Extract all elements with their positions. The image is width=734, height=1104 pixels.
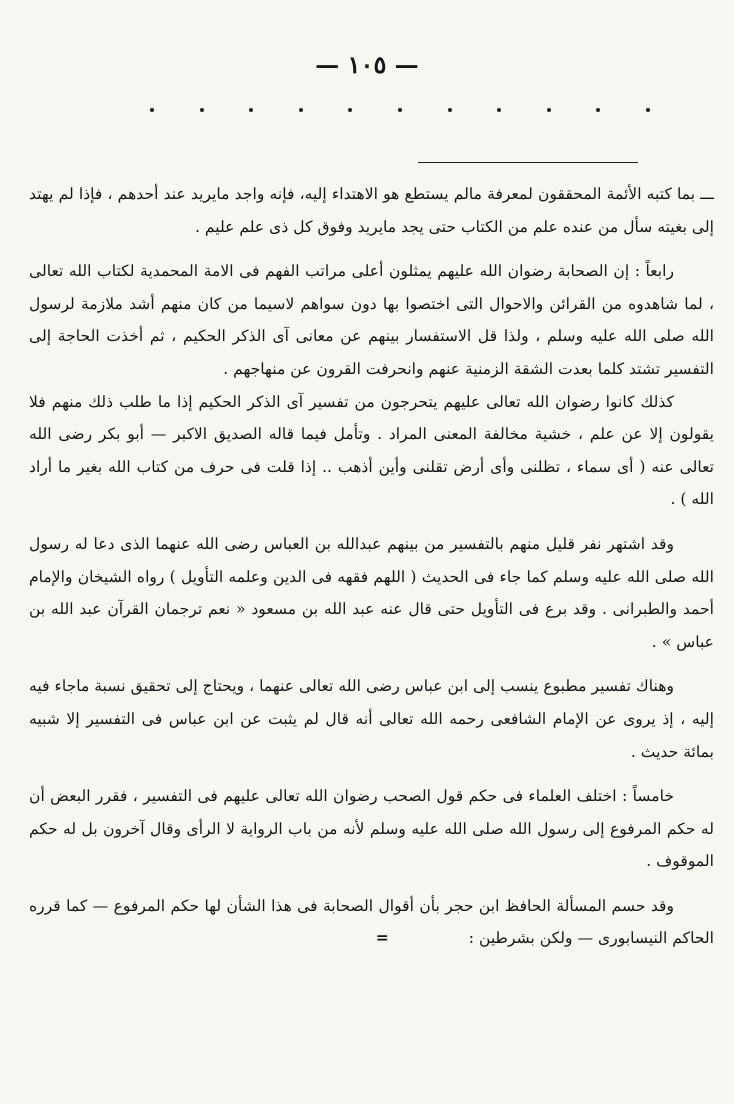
paragraph-printed-tafsir: وهناك تفسير مطبوع ينسب إلى ابن عباس رضى الله تعالى عنهما ، ويحتاج إلى تحقيق نسبة ماجاء فيه إليه ، إذ يروى عن الإمام الشافعى رحمه الله تعالى أنه قال لم يثبت عن ابن عباس فى التفسير إلا شبيه بمائة حديث . xyxy=(29,677,714,761)
separator-dot xyxy=(497,108,501,112)
footnote-rule xyxy=(418,162,638,163)
separator-dot xyxy=(249,108,253,112)
separator-dot xyxy=(398,108,402,112)
page-number: — ١٠٥ — xyxy=(315,50,419,79)
paragraph-fourth-point: رابعاً : إن الصحابة رضوان الله عليهم يمثلون أعلى مراتب الفهم فى الامة المحمدية لكتاب الله تعالى ، لما شاهدوه من القرائن والاحوال التى اختصوا بها دون سواهم لاسيما من كان منهم أشد ملازمة لرسول الله صلى الله عليه وسلم ، ولذا قل الاستفسار بينهم عن معانى آى الذكر الحكيم ، ثم أخذت الحاجة إلى التفسير تشتد كلما بعدت الشقة الزمنية عنهم وانحرفت القرون عن منهاجهم . xyxy=(29,262,714,378)
page-body xyxy=(29,178,714,955)
paragraph-ibn-hajar-text: وقد حسم المسألة الحافظ ابن حجر بأن أقوال الصحابة فى هذا الشأن لها حكم المرفوع — كما قرره الحاكم النيسابورى — ولكن بشرطين : xyxy=(29,896,714,948)
dotted-separator xyxy=(150,108,650,112)
paragraph-companions-caution: كذلك كانوا رضوان الله تعالى عليهم يتحرجون من تفسير آى الذكر الحكيم إذا ما طلب ذلك منهم فلا يقولون إلا عن علم ، خشية مخالفة المعنى المراد . وتأمل فيما قاله الصديق الاكبر — أبو بكر رضى الله تعالى عنه ( أى سماء ، تظلنى وأى أرض تقلنى وأين أذهب .. إذا قلت فى حرف من كتاب الله بغير ما أراد الله ) . xyxy=(29,392,714,509)
paragraph-continuation: ـــ بما كتبه الأئمة المحققون لمعرفة مالم يستطع هو الاهتداء إليه، فإنه واجد مايريد عند أحدهم ، فإذا لم يهتد إلى بغيته سأل من عنده علم من الكتاب حتى يجد مايريد وفوق كل ذى علم عليم . xyxy=(29,185,714,236)
continuation-mark: = xyxy=(375,928,389,948)
paragraph-fifth-point: خامساً : اختلف العلماء فى حكم قول الصحب رضوان الله تعالى عليهم فى التفسير ، فقرر البعض أن له حكم المرفوع إلى رسول الله صلى الله عليه وسلم لأنه من باب الرواية لا الرأى وقال آخرون بل له حكم الموقوف . xyxy=(29,787,714,871)
separator-dot xyxy=(646,108,650,112)
separator-dot xyxy=(200,108,204,112)
separator-dot xyxy=(150,108,154,112)
paragraph-ibn-abbas: وقد اشتهر نفر قليل منهم بالتفسير من بينهم عبدالله بن العباس رضى الله عنهما الذى دعا له رسول الله صلى الله عليه وسلم كما جاء فى الحديث ( اللهم فقهه فى الدين وعلمه التأويل ) رواه الشيخان والإمام أحمد والطبرانى . وقد برع فى التأويل حتى قال عنه عبد الله بن مسعود « نعم ترجمان القرآن عبد الله بن عباس » . xyxy=(29,534,714,651)
separator-dot xyxy=(547,108,551,112)
paragraph-ibn-hajar xyxy=(29,890,714,955)
separator-dot xyxy=(299,108,303,112)
separator-dot xyxy=(596,108,600,112)
separator-dot xyxy=(348,108,352,112)
separator-dot xyxy=(448,108,452,112)
